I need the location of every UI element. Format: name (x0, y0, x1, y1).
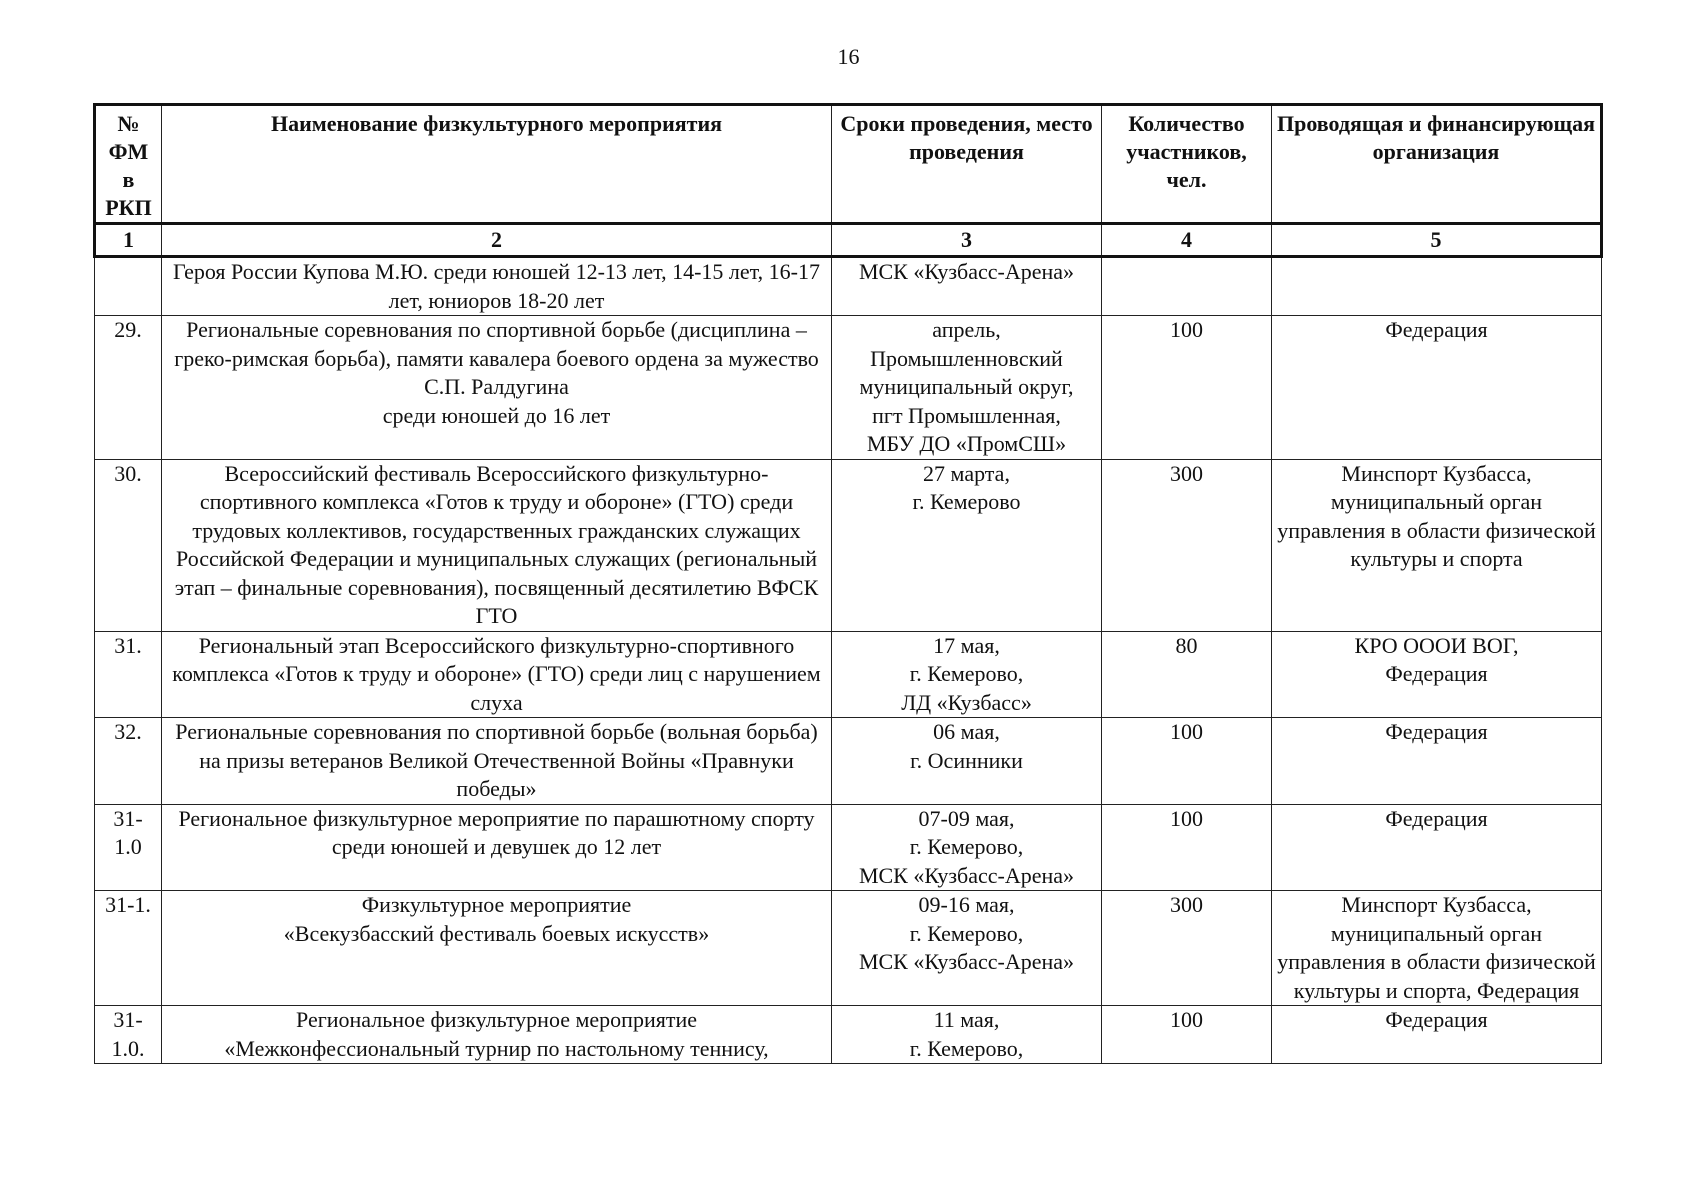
row-number-cell (95, 257, 162, 316)
row-number-cell: 31. (95, 631, 162, 718)
event-name-cell: Региональный этап Всероссийского физкультурно-спортивного комплекса «Готов к труду и обороне» (ГТО) среди лиц с нарушением слуха (162, 631, 832, 718)
table-row (95, 891, 1602, 1006)
dates-place-cell: 09-16 мая, г. Кемерово, МСК «Кузбасс-Арена» (832, 891, 1102, 1006)
dates-place-cell: 07-09 мая, г. Кемерово, МСК «Кузбасс-Арена» (832, 804, 1102, 891)
participants-cell: 100 (1102, 718, 1272, 805)
event-name-cell: Региональное физкультурное мероприятие по парашютному спорту среди юношей и девушек до 12 лет (162, 804, 832, 891)
header-organization: Проводящая и финансирующая организация (1272, 105, 1602, 224)
dates-place-cell: 11 мая, г. Кемерово, (832, 1006, 1102, 1064)
column-number: 4 (1102, 224, 1272, 257)
row-number-cell: 29. (95, 316, 162, 460)
table-row (95, 316, 1602, 460)
table-row (95, 631, 1602, 718)
organization-cell: Федерация (1272, 316, 1602, 460)
row-number-cell: 30. (95, 459, 162, 631)
header-number: № ФМ в РКП (95, 105, 162, 224)
participants-cell: 100 (1102, 804, 1272, 891)
row-number-cell: 31-1. (95, 891, 162, 1006)
organization-cell: Федерация (1272, 718, 1602, 805)
participants-cell: 100 (1102, 1006, 1272, 1064)
dates-place-cell: 17 мая, г. Кемерово, ЛД «Кузбасс» (832, 631, 1102, 718)
column-number: 2 (162, 224, 832, 257)
event-name-cell: Региональное физкультурное мероприятие «Межконфессиональный турнир по настольному теннису, (162, 1006, 832, 1064)
participants-cell: 300 (1102, 891, 1272, 1006)
organization-cell (1272, 257, 1602, 316)
header-participants: Количество участников, чел. (1102, 105, 1272, 224)
participants-cell: 80 (1102, 631, 1272, 718)
row-number-cell: 31- 1.0. (95, 1006, 162, 1064)
event-name-cell: Всероссийский фестиваль Всероссийского физкультурно-спортивного комплекса «Готов к труду и обороне» (ГТО) среди трудовых коллективов, государственных гражданских служащих Российской Федерации и муниципальных служащих (региональный этап – финальные соревнования), посвященный десятилетию ВФСК ГТО (162, 459, 832, 631)
organization-cell: Федерация (1272, 1006, 1602, 1064)
dates-place-cell: МСК «Кузбасс-Арена» (832, 257, 1102, 316)
organization-cell: Минспорт Кузбасса, муниципальный орган управления в области физической культуры и спорта (1272, 459, 1602, 631)
table-row (95, 459, 1602, 631)
table-row (95, 718, 1602, 805)
table-header-row (95, 105, 1602, 224)
events-table (93, 103, 1603, 1064)
dates-place-cell: апрель, Промышленновский муниципальный округ, пгт Промышленная, МБУ ДО «ПромСШ» (832, 316, 1102, 460)
table-row (95, 1006, 1602, 1064)
participants-cell (1102, 257, 1272, 316)
table-body (95, 257, 1602, 1064)
organization-cell: КРО ОООИ ВОГ, Федерация (1272, 631, 1602, 718)
row-number-cell: 31- 1.0 (95, 804, 162, 891)
column-number: 3 (832, 224, 1102, 257)
event-name-cell: Региональные соревнования по спортивной борьбе (дисциплина – греко-римская борьба), памяти кавалера боевого ордена за мужество С.П. Ралдугина среди юношей до 16 лет (162, 316, 832, 460)
page-number: 16 (837, 44, 860, 69)
table-row (95, 257, 1602, 316)
row-number-cell: 32. (95, 718, 162, 805)
dates-place-cell: 27 марта, г. Кемерово (832, 459, 1102, 631)
dates-place-cell: 06 мая, г. Осинники (832, 718, 1102, 805)
event-name-cell: Физкультурное мероприятие «Всекузбасский фестиваль боевых искусств» (162, 891, 832, 1006)
participants-cell: 300 (1102, 459, 1272, 631)
organization-cell: Минспорт Кузбасса, муниципальный орган управления в области физической культуры и спорта, Федерация (1272, 891, 1602, 1006)
participants-cell: 100 (1102, 316, 1272, 460)
event-name-cell: Региональные соревнования по спортивной борьбе (вольная борьба) на призы ветеранов Великой Отечественной Войны «Правнуки победы» (162, 718, 832, 805)
column-number-row (95, 224, 1602, 257)
event-name-cell: Героя России Купова М.Ю. среди юношей 12-13 лет, 14-15 лет, 16-17 лет, юниоров 18-20 лет (162, 257, 832, 316)
column-number: 5 (1272, 224, 1602, 257)
header-dates-place: Сроки проведения, место проведения (832, 105, 1102, 224)
column-number: 1 (95, 224, 162, 257)
header-event-name: Наименование физкультурного мероприятия (162, 105, 832, 224)
table-row (95, 804, 1602, 891)
organization-cell: Федерация (1272, 804, 1602, 891)
